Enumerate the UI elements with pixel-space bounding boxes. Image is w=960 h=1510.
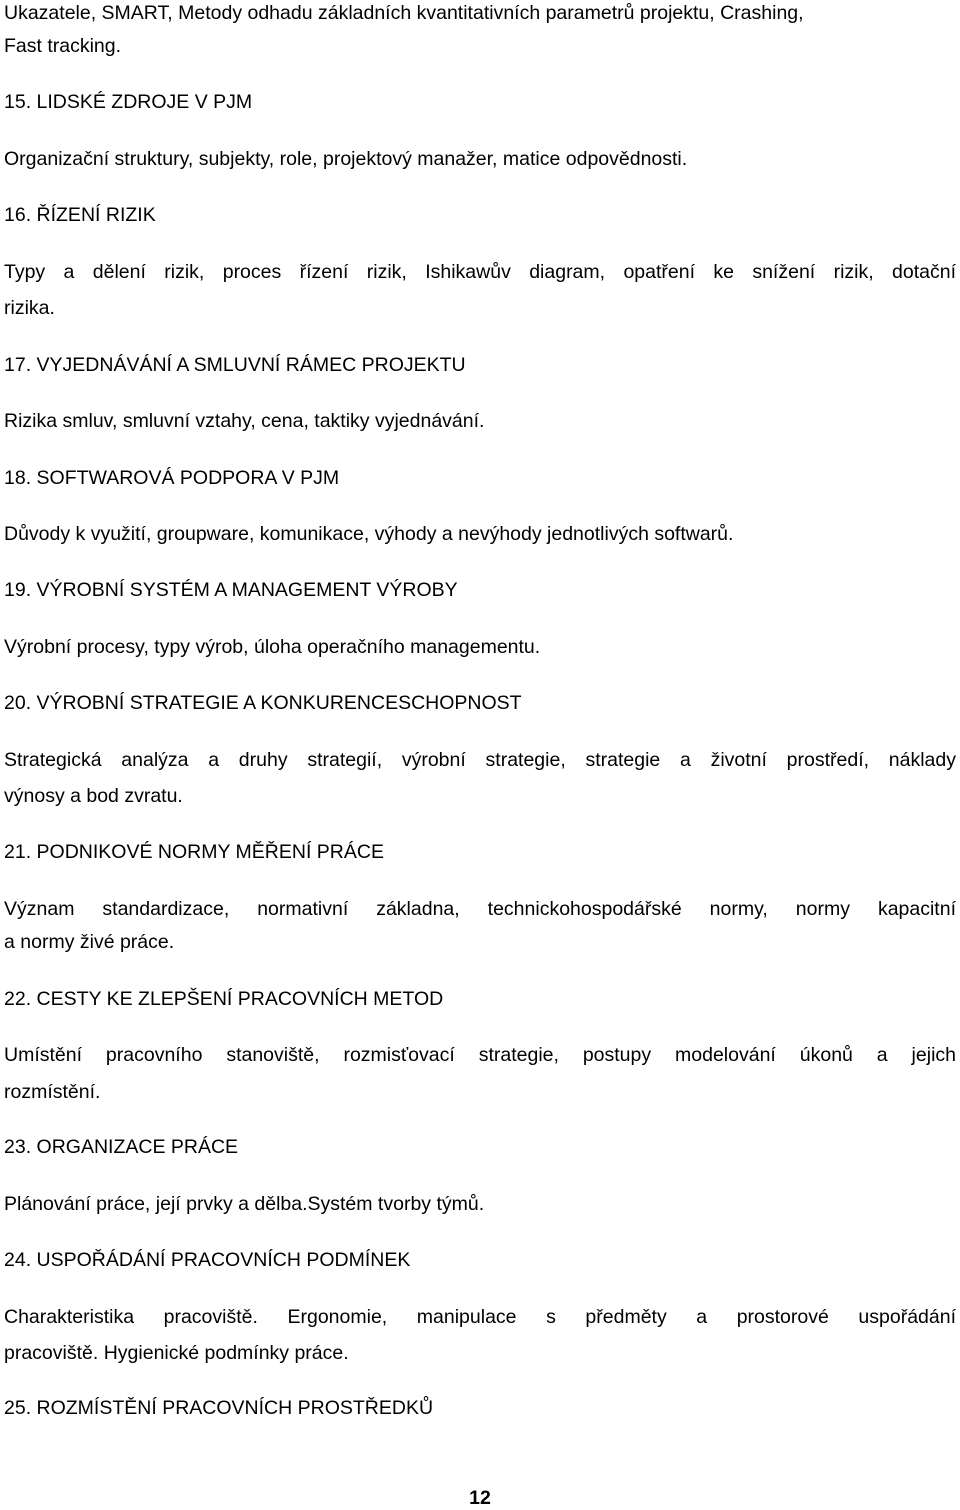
section-17-heading: 17. VYJEDNÁVÁNÍ A SMLUVNÍ RÁMEC PROJEKTU xyxy=(4,354,466,376)
section-21-heading: 21. PODNIKOVÉ NORMY MĚŘENÍ PRÁCE xyxy=(4,841,384,863)
section-22-text-line-1: Umístění pracovního stanoviště, rozmisťovací strategie, postupy modelování úkonů a jejich xyxy=(4,1044,956,1066)
section-19-text: Výrobní procesy, typy výrob, úloha operačního managementu. xyxy=(4,636,541,658)
page-number: 12 xyxy=(469,1487,491,1509)
section-21-text-line-1: Význam standardizace, normativní základna, technickohospodářské normy, normy kapacitní xyxy=(4,898,956,920)
section-20-heading: 20. VÝROBNÍ STRATEGIE A KONKURENCESCHOPNOST xyxy=(4,692,522,714)
section-16-text-line-2: rizika. xyxy=(4,297,55,319)
document-page xyxy=(4,0,956,1509)
section-20-text-line-1: Strategická analýza a druhy strategií, výrobní strategie, strategie a životní prostředí, náklady xyxy=(4,749,956,771)
intro-text-line-2: Fast tracking. xyxy=(4,35,122,57)
intro-text-line-1: Ukazatele, SMART, Metody odhadu základních kvantitativních parametrů projektu, Crashing, xyxy=(4,2,804,24)
section-23-heading: 23. ORGANIZACE PRÁCE xyxy=(4,1136,239,1158)
section-21-text-line-2: a normy živé práce. xyxy=(4,931,175,953)
section-20-text-line-2: výnosy a bod zvratu. xyxy=(4,785,183,807)
section-17-text: Rizika smluv, smluvní vztahy, cena, taktiky vyjednávání. xyxy=(4,410,485,432)
section-23-text: Plánování práce, její prvky a dělba.Systém tvorby týmů. xyxy=(4,1193,485,1215)
section-22-text-line-2: rozmístění. xyxy=(4,1081,101,1103)
section-18-heading: 18. SOFTWAROVÁ PODPORA V PJM xyxy=(4,467,340,489)
section-15-heading: 15. LIDSKÉ ZDROJE V PJM xyxy=(4,91,253,113)
section-19-heading: 19. VÝROBNÍ SYSTÉM A MANAGEMENT VÝROBY xyxy=(4,579,458,601)
section-16-text-line-1: Typy a dělení rizik, proces řízení rizik, Ishikawův diagram, opatření ke snížení rizik, dotační xyxy=(4,261,956,283)
section-24-heading: 24. USPOŘÁDÁNÍ PRACOVNÍCH PODMÍNEK xyxy=(4,1249,411,1271)
section-25-heading: 25. ROZMÍSTĚNÍ PRACOVNÍCH PROSTŘEDKŮ xyxy=(4,1397,434,1419)
section-24-text-line-1: Charakteristika pracoviště. Ergonomie, manipulace s předměty a prostorové uspořádání xyxy=(4,1306,956,1328)
section-18-text: Důvody k využití, groupware, komunikace, výhody a nevýhody jednotlivých softwarů. xyxy=(4,523,734,545)
section-15-text: Organizační struktury, subjekty, role, projektový manažer, matice odpovědnosti. xyxy=(4,148,688,170)
section-22-heading: 22. CESTY KE ZLEPŠENÍ PRACOVNÍCH METOD xyxy=(4,988,444,1010)
section-24-text-line-2: pracoviště. Hygienické podmínky práce. xyxy=(4,1342,349,1364)
section-16-heading: 16. ŘÍZENÍ RIZIK xyxy=(4,204,156,226)
